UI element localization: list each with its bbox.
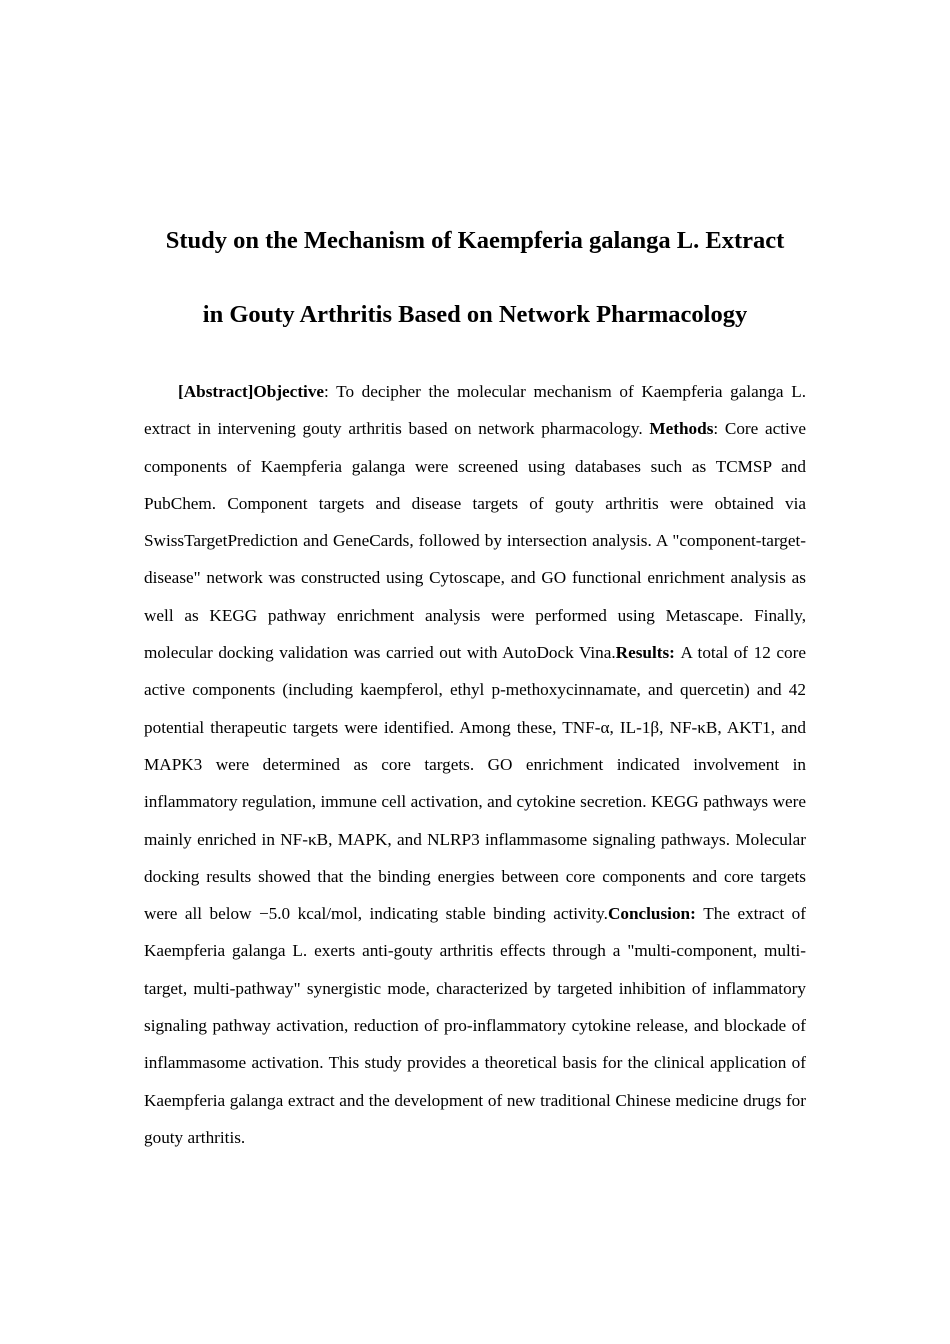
conclusion-text: The extract of Kaempferia galanga L. exerts anti-gouty arthritis effects through a "multi-component, multi-target, multi-pathway" synergistic mode, characterized by targeted inhibition of inflammatory signaling pathway activation, reduction of pro-inflammatory cytokine release, and blockade of inflammasome activation. This study provides a theoretical basis for the clinical application of Kaempferia galanga extract and the development of new traditional Chinese medicine drugs for gouty arthritis.: [144, 904, 806, 1147]
methods-label: Methods: [649, 419, 714, 439]
results-label: Results:: [615, 643, 681, 663]
results-text: A total of 12 core active components (including kaempferol, ethyl p-methoxycinnamate, and quercetin) and 42 potential therapeutic targets were identified. Among these, TNF-α, IL-1β, NF-κB, AKT1, and MAPK3 were determined as core targets. GO enrichment indicated involvement in inflammatory regulation, immune cell activation, and cytokine secretion. KEGG pathways were mainly enriched in NF-κB, MAPK, and NLRP3 inflammasome signaling pathways. Molecular docking results showed that the binding energies between core components and core targets were all below −5.0 kcal/mol, indicating stable binding activity.: [144, 643, 806, 924]
conclusion-label: Conclusion:: [607, 904, 704, 924]
abstract-paragraph: [144, 373, 806, 1156]
methods-text: : Core active components of Kaempferia galanga were screened using databases such as TCMSP and PubChem. Component targets and disease targets of gouty arthritis were obtained via SwissTargetPrediction and GeneCards, followed by intersection analysis. A "component-target-disease" network was constructed using Cytoscape, and GO functional enrichment analysis as well as KEGG pathway enrichment analysis were performed using Metascape. Finally, molecular docking validation was carried out with AutoDock Vina.: [144, 419, 806, 663]
paper-title-line-1: Study on the Mechanism of Kaempferia galanga L. Extract: [165, 227, 785, 254]
objective-label: Objective: [253, 382, 325, 401]
abstract-label: [Abstract]: [178, 382, 254, 401]
paper-title-line-2: in Gouty Arthritis Based on Network Pharmacology: [202, 301, 748, 328]
objective-text: : To decipher the molecular mechanism of Kaempferia galanga L. extract in intervening gouty arthritis based on network pharmacology.: [144, 382, 806, 439]
